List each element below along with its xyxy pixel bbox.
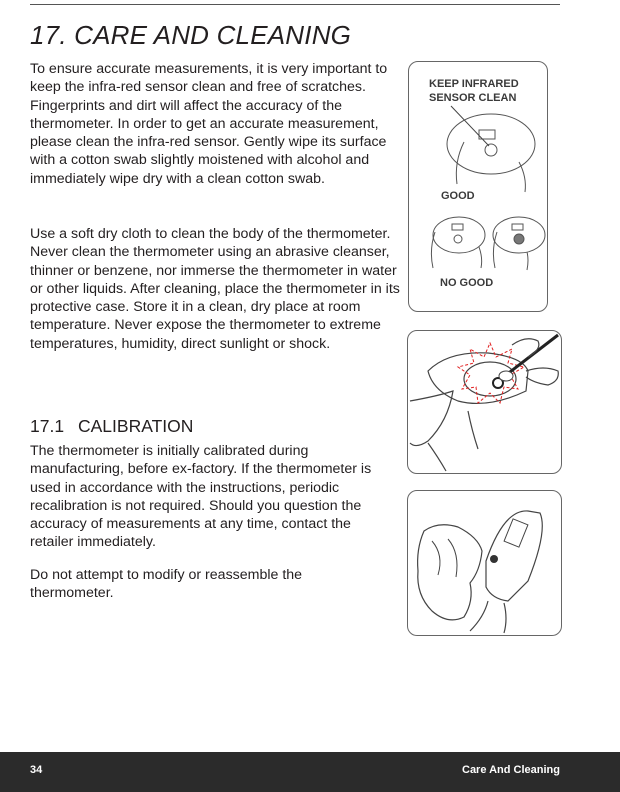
swab-cleaning-illustration [407, 330, 562, 474]
no-good-label: NO GOOD [440, 277, 494, 289]
paragraph-sensor-care: To ensure accurate measurements, it is very important to keep the infra-red sensor clean and free of scratches. Fingerprints and dirt will affect the accuracy of the thermometer. In order to get an accurate measurement, please clean the infra-red sensor. Gently wipe its surface with a cotton swab slightly moistened with alcohol and immediately wipe dry with a clean cotton swab. [30, 61, 388, 187]
paragraph-calibration: The thermometer is initially calibrated during manufacturing, before ex-factory. If the thermometer is used in accordance with the instructions, periodic recalibration is not required. Should you question the accuracy of measurements at any time, contact the retailer immediately. [30, 443, 372, 551]
sensor-cleanliness-illustration [408, 61, 548, 312]
good-label: GOOD [441, 190, 475, 202]
callout-label-line1: KEEP INFRARED [429, 78, 519, 90]
top-rule [30, 4, 560, 5]
callout-label-line2: SENSOR CLEAN [429, 92, 517, 104]
paragraph-body-care: Use a soft dry cloth to clean the body of the thermometer. Never clean the thermometer using an abrasive cleanser, thinner or benzene, nor immerse the thermometer in water or other liquids. After cleaning, place the thermometer in its protective case. Store it in a clean, dry place at room temperature. Never expose the thermometer to extreme temperatures, humidity, direct sunlight or shock. [30, 226, 400, 352]
swab-cleaning-graphic [408, 331, 561, 473]
paragraph-no-modify: Do not attempt to modify or reassemble the thermometer. [30, 567, 303, 602]
cloth-cleaning-illustration [407, 490, 562, 636]
page-title: 17. CARE AND CLEANING [30, 20, 352, 50]
cloth-cleaning-graphic [408, 491, 561, 635]
page-footer [0, 752, 620, 792]
page-number: 34 [30, 764, 43, 776]
section-title: CALIBRATION [78, 416, 194, 436]
section-heading-calibration [30, 416, 193, 437]
running-section-title: Care And Cleaning [462, 764, 560, 776]
section-number: 17.1 [30, 416, 65, 436]
